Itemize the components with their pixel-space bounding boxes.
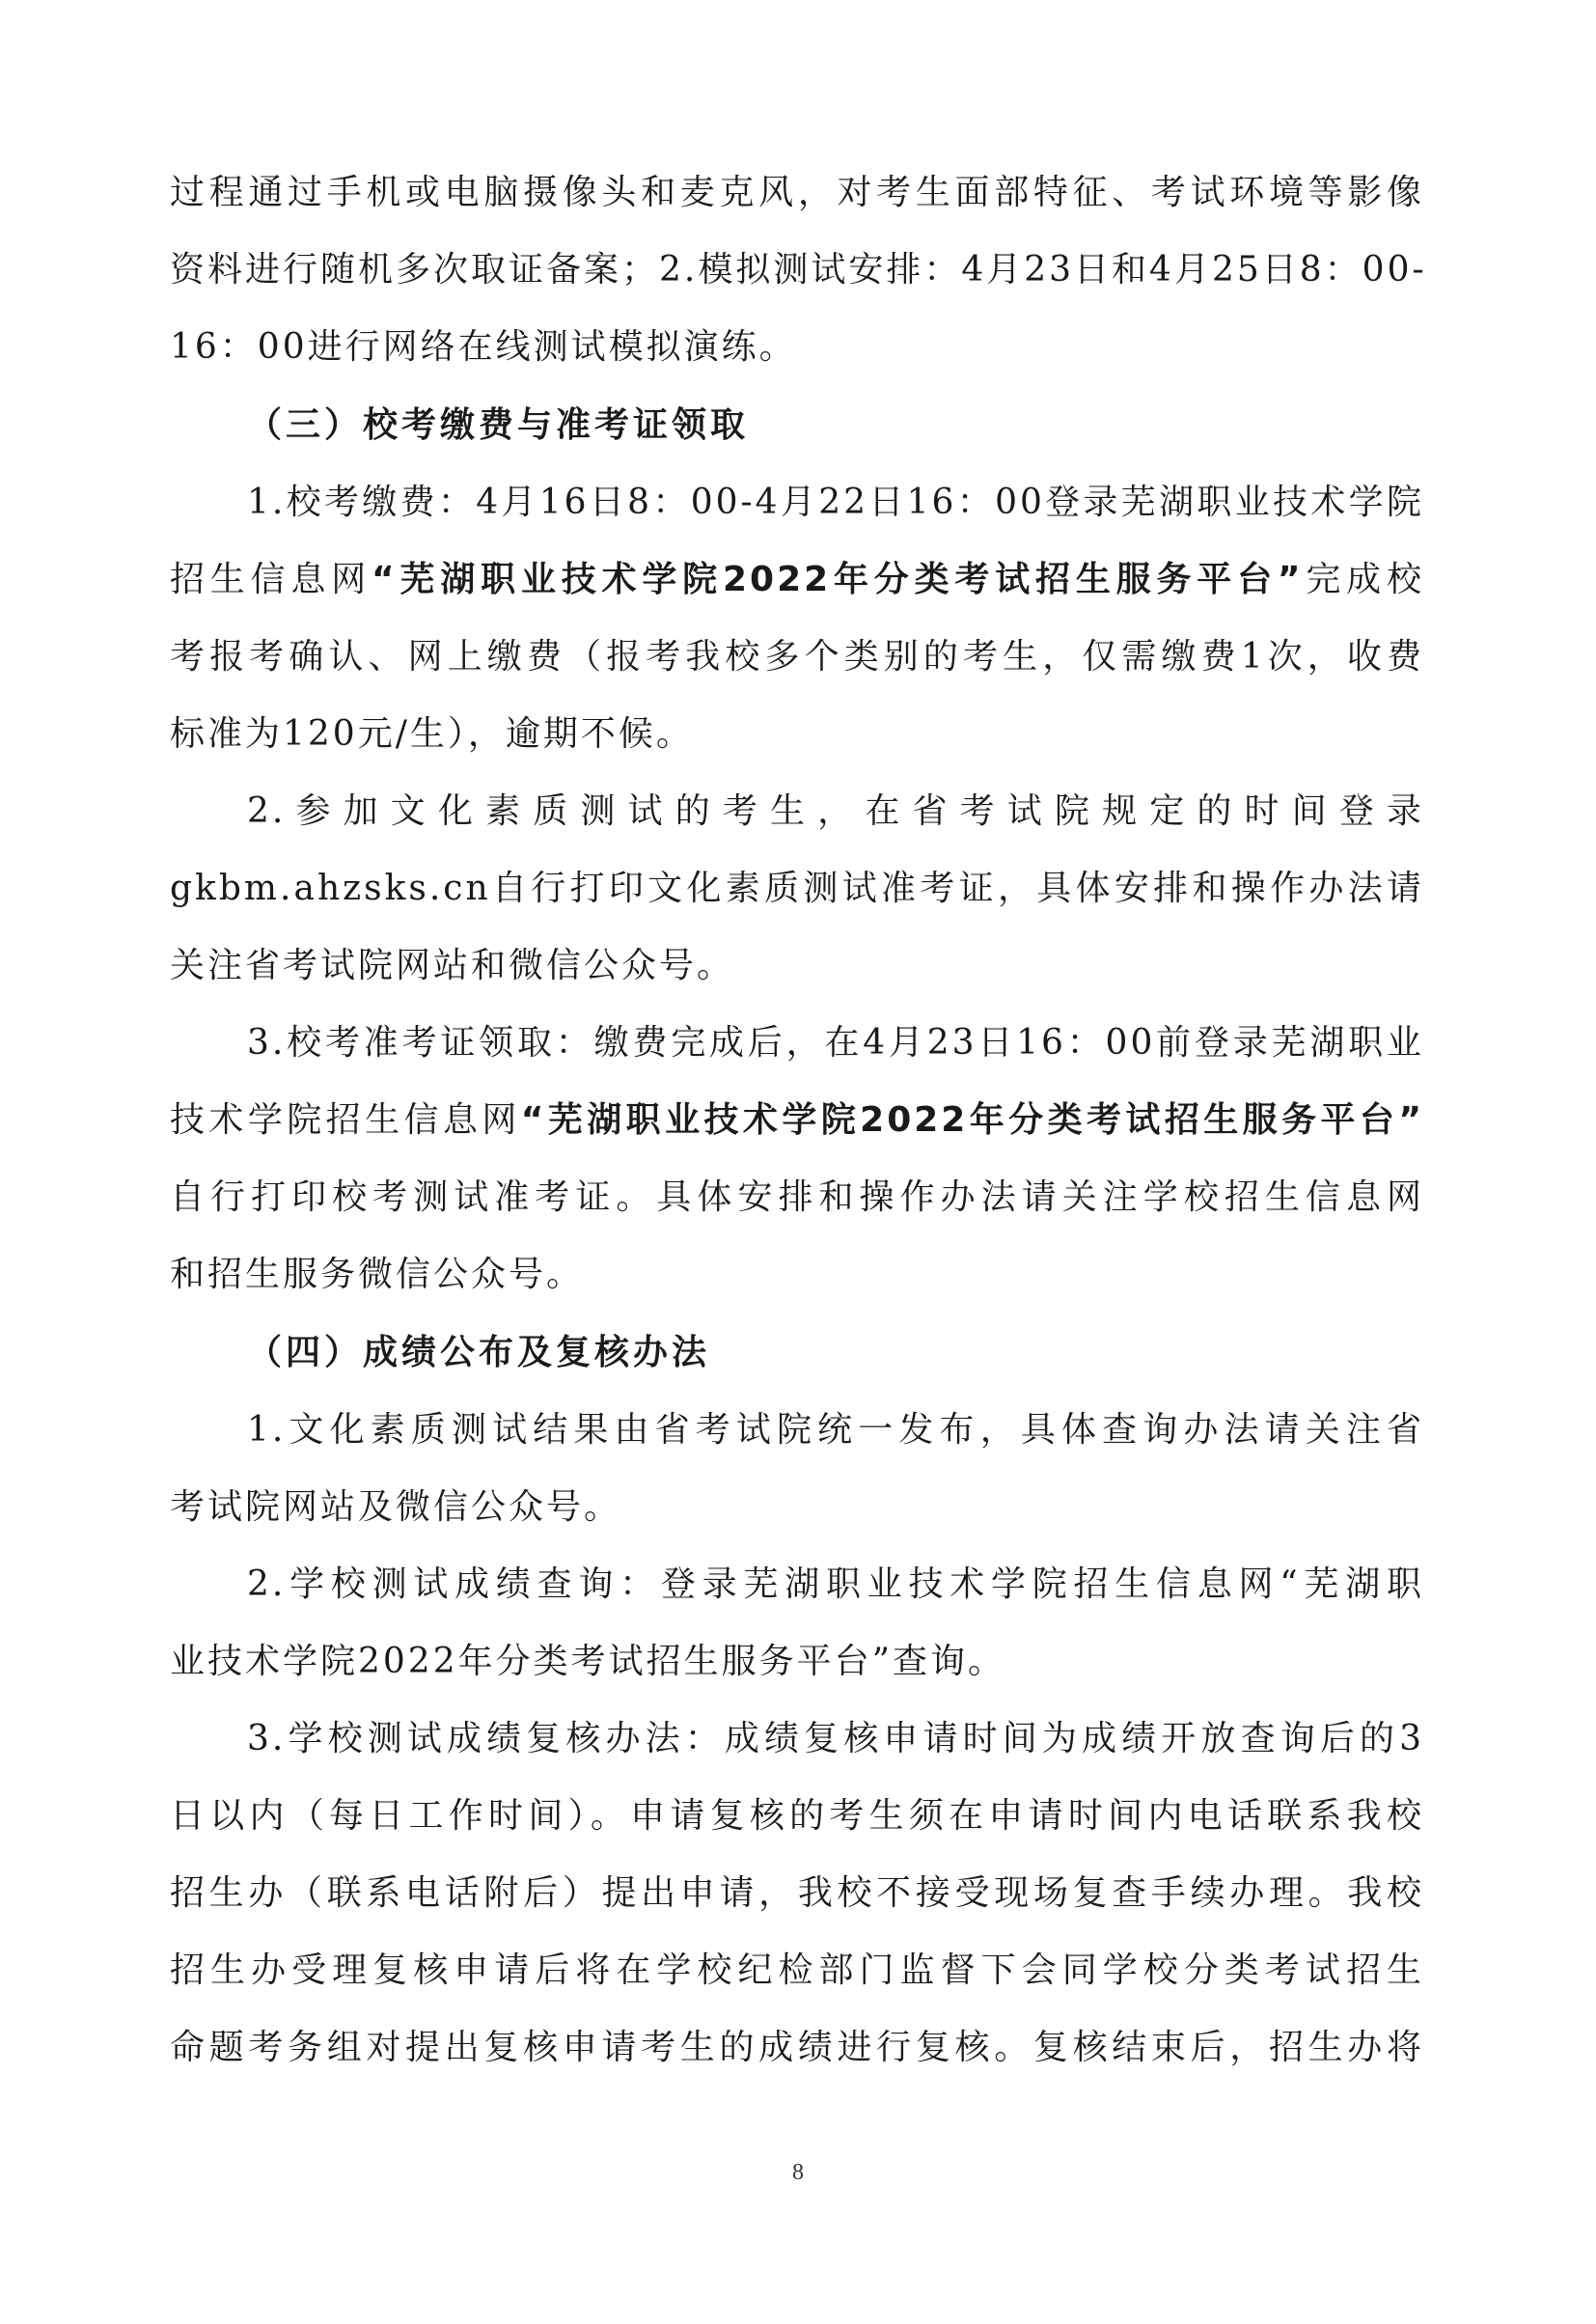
body-line-12: 3.校考准考证领取：缴费完成后，在4月23日16：00前登录芜湖职业	[247, 1023, 1424, 1063]
line-6-post: 完成校	[1303, 560, 1424, 599]
body-line-11: 关注省考试院网站和微信公众号。	[170, 946, 735, 985]
body-line-1: 过程通过手机或电脑摄像头和麦克风，对考生面部特征、考试环境等影像	[170, 173, 1424, 212]
page-number: 8	[792, 2160, 804, 2185]
body-line-20: 业技术学院2022年分类考试招生服务平台”查询。	[170, 1642, 1006, 1681]
body-line-2: 资料进行随机多次取证备案；2.模拟测试安排：4月23日和4月25日8：00-	[170, 250, 1427, 290]
body-line-6	[170, 557, 1424, 603]
body-line-24: 招生办受理复核申请后将在学校纪检部门监督下会同学校分类考试招生	[170, 1950, 1424, 1990]
body-line-9: 2.参加文化素质测试的考生，在省考试院规定的时间登录	[247, 791, 1424, 831]
body-line-18: 考试院网站及微信公众号。	[170, 1487, 622, 1527]
body-line-14: 自行打印校考测试准考证。具体安排和操作办法请关注学校招生信息网	[170, 1177, 1424, 1217]
body-line-23: 招生办（联系电话附后）提出申请，我校不接受现场复查手续办理。我校	[170, 1873, 1424, 1913]
body-line-25: 命题考务组对提出复核申请考生的成绩进行复核。复核结束后，招生办将	[170, 2028, 1424, 2067]
body-line-5: 1.校考缴费：4月16日8：00-4月22日16：00登录芜湖职业技术学院	[247, 483, 1424, 522]
platform-name-bold-2: “芜湖职业技术学院2022年分类考试招生服务平台”	[520, 1100, 1424, 1140]
body-line-8: 标准为120元/生），逾期不候。	[170, 714, 694, 754]
body-line-3: 16：00进行网络在线测试模拟演练。	[170, 327, 797, 367]
line-13-pre: 技术学院招生信息网	[170, 1100, 521, 1140]
body-line-15: 和招生服务微信公众号。	[170, 1255, 585, 1294]
body-line-17: 1.文化素质测试结果由省考试院统一发布，具体查询办法请关注省	[247, 1410, 1424, 1450]
section-heading-3: （三）校考缴费与准考证领取	[247, 405, 750, 445]
section-heading-4: （四）成绩公布及复核办法	[247, 1333, 711, 1372]
body-line-13	[170, 1097, 1424, 1144]
body-line-22: 日以内（每日工作时间）。申请复核的考生须在申请时间内电话联系我校	[170, 1796, 1424, 1836]
body-line-19: 2.学校测试成绩查询：登录芜湖职业技术学院招生信息网“芜湖职	[247, 1564, 1424, 1604]
body-line-7: 考报考确认、网上缴费（报考我校多个类别的考生，仅需缴费1次，收费	[170, 637, 1424, 677]
body-line-10: gkbm.ahzsks.cn自行打印文化素质测试准考证，具体安排和操作办法请	[170, 869, 1424, 908]
body-line-21: 3.学校测试成绩复核办法：成绩复核申请时间为成绩开放查询后的3	[247, 1719, 1424, 1758]
platform-name-bold: “芜湖职业技术学院2022年分类考试招生服务平台”	[371, 560, 1304, 599]
line-6-pre: 招生信息网	[170, 560, 372, 599]
